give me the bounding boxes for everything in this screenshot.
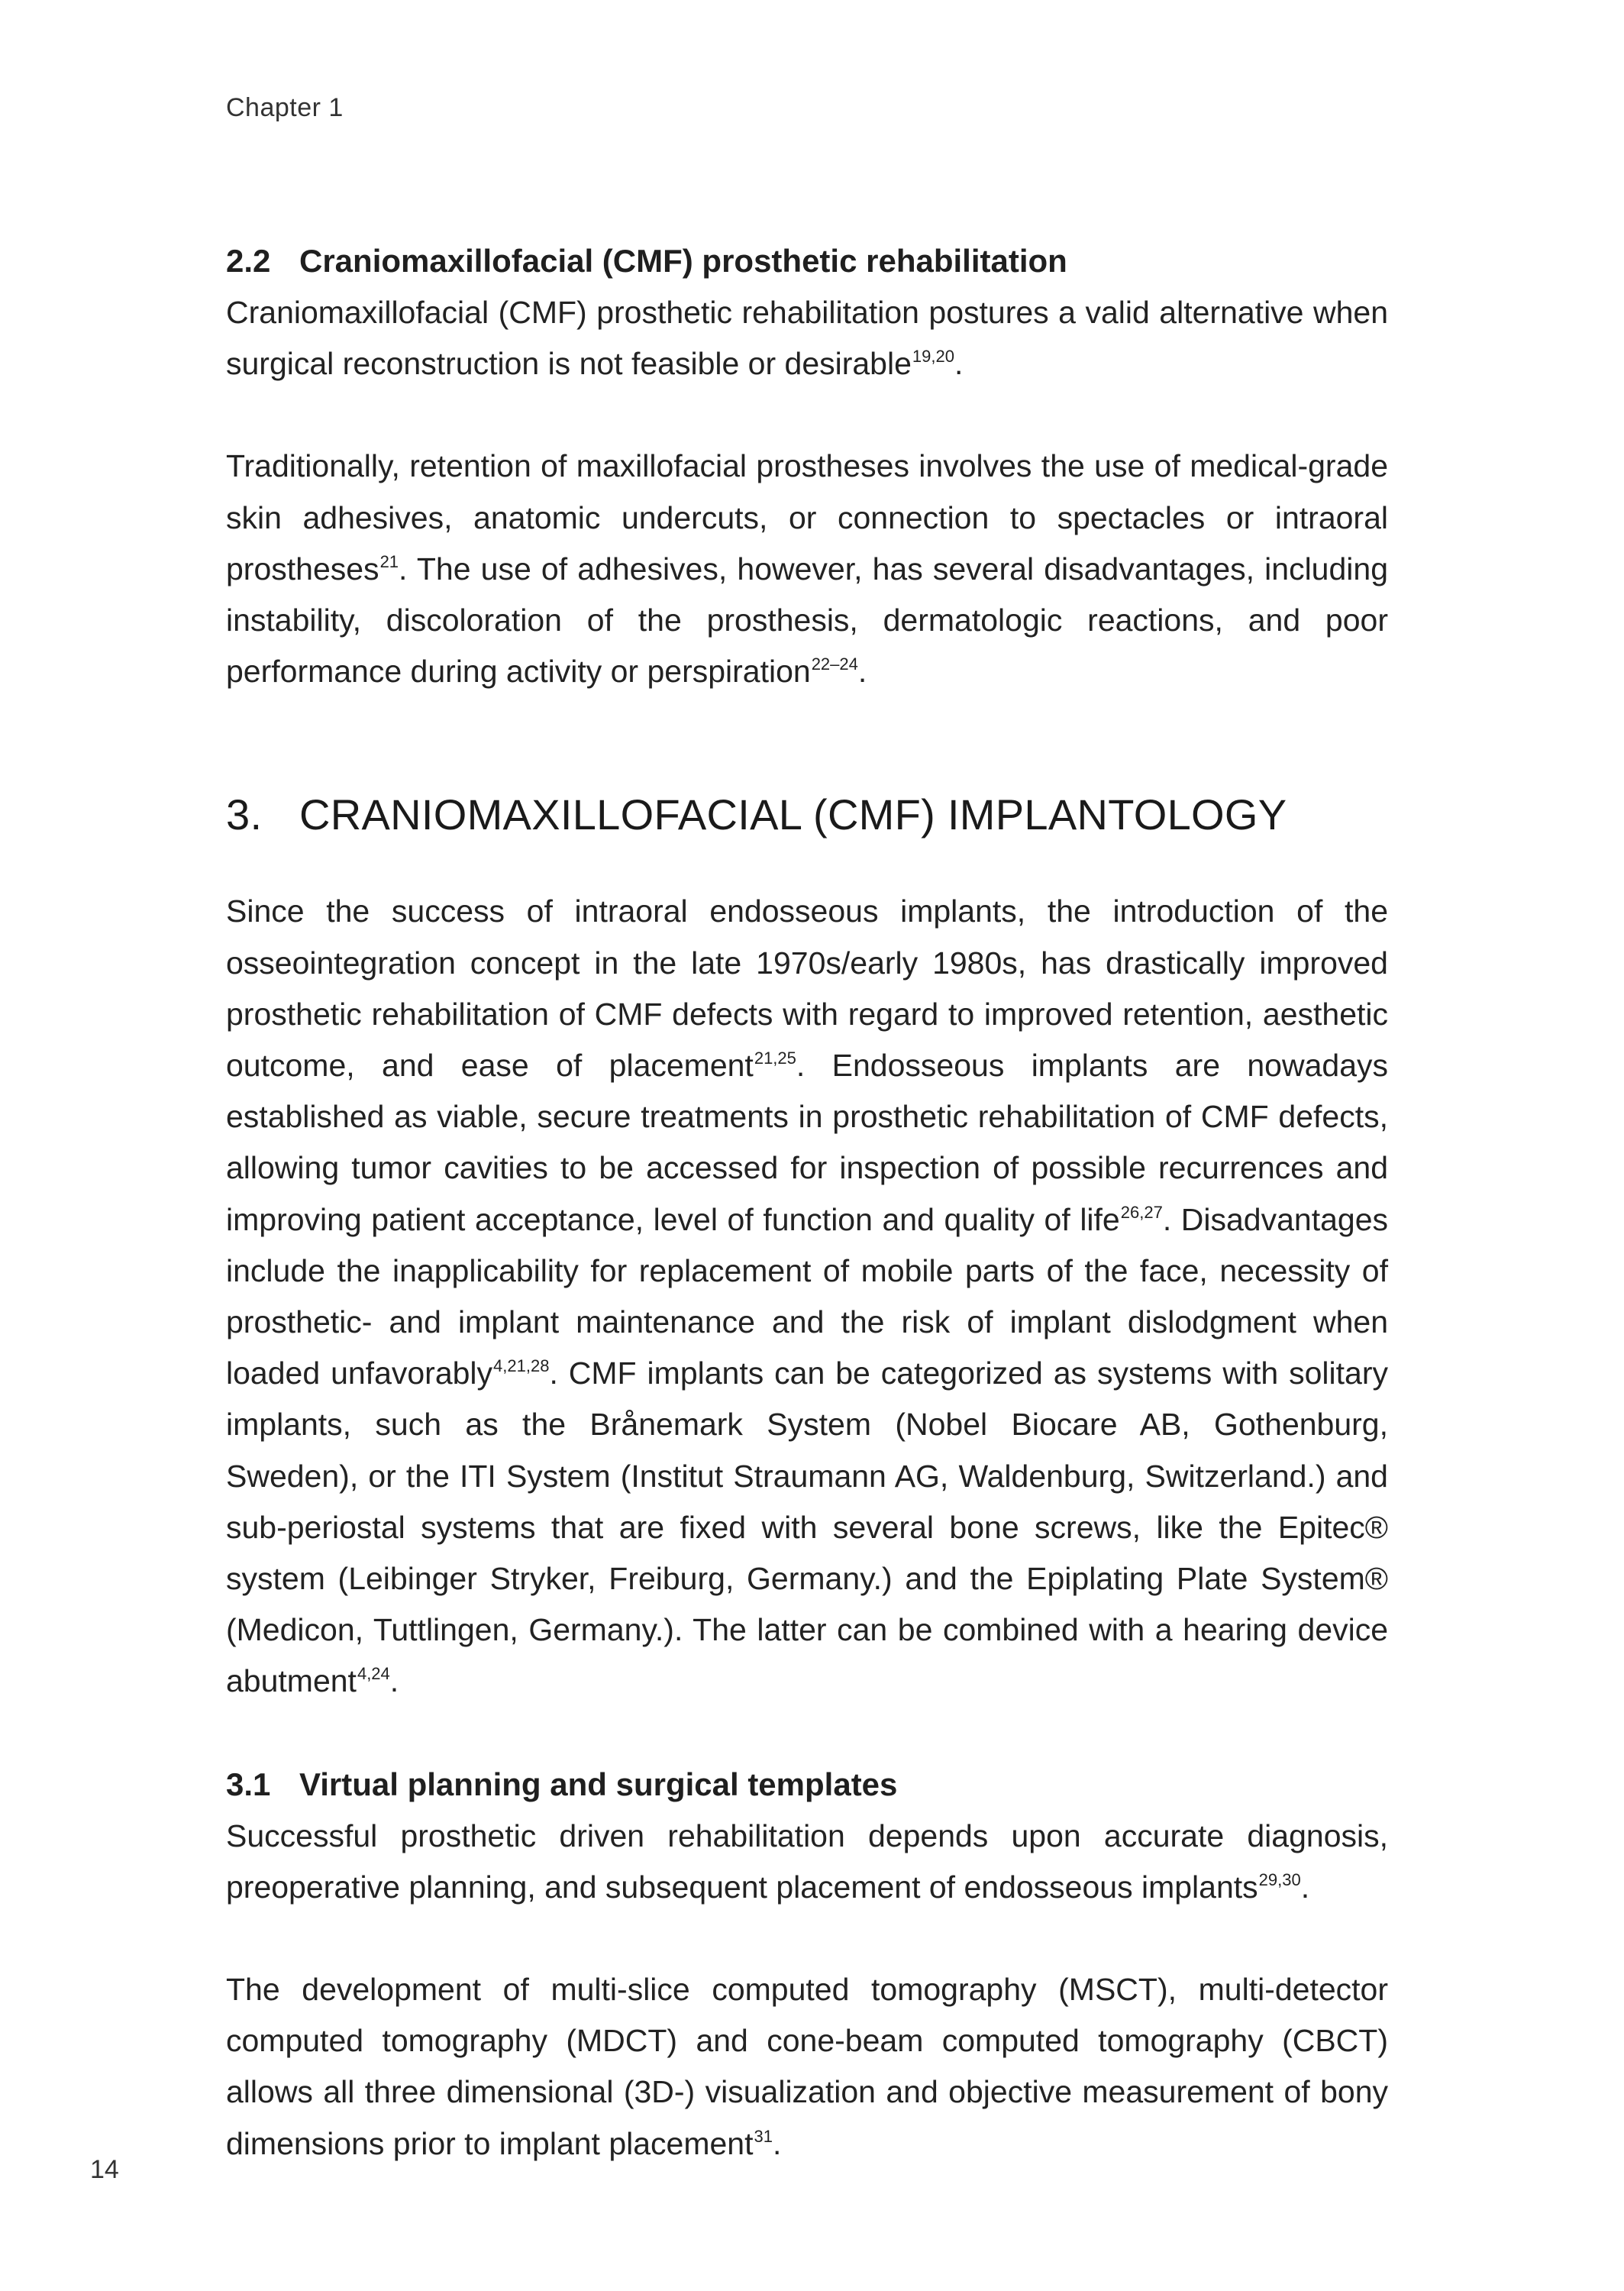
paragraph [226,441,1388,697]
page-number: 14 [90,2155,119,2184]
subsection-heading-3-1 [226,1759,1388,1811]
subsection-heading-2-2 [226,235,1388,287]
citation-ref: 4,21,28 [493,1356,550,1376]
section-gap [226,845,1388,886]
subsection-number: 2.2 [226,243,271,279]
paragraph-text: . [954,346,964,382]
subsection-title: Craniomaxillofacial (CMF) prosthetic rehabilitation [299,243,1067,279]
paragraph-gap [226,1708,1388,1759]
citation-ref: 4,24 [357,1664,390,1684]
citation-ref: 31 [754,2126,773,2146]
paragraph-text: . The use of adhesives, however, has several disadvantages, including instability, discoloration of the prosthesis, dermatologic reactions, and poor performance during activity or perspiration [226,551,1388,690]
citation-ref: 29,30 [1258,1869,1301,1889]
paragraph-text: . Endosseous implants are nowadays established as viable, secure treatments in prosthetic rehabilitation of CMF defects, allowing tumor cavities to be accessed for inspection of possible recurrences and improving patient acceptance, level of function and quality of life [226,1048,1388,1237]
paragraph [226,886,1388,1707]
subsection-number: 3.1 [226,1766,271,1802]
paragraph-text: The development of multi-slice computed tomography (MSCT), multi-detector computed tomography (MDCT) and cone-beam computed tomography (CBCT) allows all three dimensional (3D-) visualization and objective measurement of bony dimensions prior to implant placement [226,1972,1388,2161]
section-title: CRANIOMAXILLOFACIAL (CMF) IMPLANTOLOGY [299,790,1287,839]
paragraph-text: Craniomaxillofacial (CMF) prosthetic rehabilitation postures a valid alternative when surgical reconstruction is not feasible or desirable [226,295,1388,382]
citation-ref: 19,20 [912,347,954,367]
page-content [226,235,1388,2170]
section-number: 3. [226,790,263,839]
paragraph-text: . [857,654,867,690]
paragraph [226,1964,1388,2170]
section-gap [226,697,1388,784]
paragraph [226,1811,1388,1913]
citation-ref: 26,27 [1120,1202,1163,1222]
paragraph-text: Traditionally, retention of maxillofacial prostheses involves the use of medical-grade skin adhesives, anatomic undercuts, or connection to spectacles or intraoral prostheses [226,448,1388,586]
paragraph-text: Successful prosthetic driven rehabilitation depends upon accurate diagnosis, preoperative planning, and subsequent placement of endosseous implants [226,1818,1388,1905]
section-heading-3 [226,784,1388,845]
paragraph-text: . [389,1663,399,1699]
subsection-title: Virtual planning and surgical templates [299,1766,898,1802]
paragraph-gap [226,1913,1388,1964]
paragraph [226,287,1388,389]
paragraph-text: . CMF implants can be categorized as systems with solitary implants, such as the Brånemark System (Nobel Biocare AB, Gothenburg, Sweden), or the ITI System (Institut Straumann AG, Waldenburg, Switzerland.) and sub-periostal systems that are fixed with several bone screws, like the Epitec® system (Leibinger Stryker, Freiburg, Germany.) and the Epiplating Plate System® (Medicon, Tuttlingen, Germany.). The latter can be combined with a hearing device abutment [226,1356,1388,1699]
paragraph-text: . [1300,1869,1310,1905]
citation-ref: 22–24 [811,654,858,674]
paragraph-gap [226,389,1388,441]
paragraph-text: . [772,2125,782,2161]
running-header: Chapter 1 [226,93,344,122]
citation-ref: 21,25 [754,1049,796,1068]
citation-ref: 21 [379,551,399,571]
paragraph-text: Since the success of intraoral endosseous implants, the introduction of the osseointegration concept in the late 1970s/early 1980s, has drastically improved prosthetic rehabilitation of CMF defects with regard to improved retention, aesthetic outcome, and ease of placement [226,893,1388,1084]
paragraph-text: . Disadvantages include the inapplicability for replacement of mobile parts of the face, necessity of prosthetic- and implant maintenance and the risk of implant dislodgment when loaded unfavorably [226,1201,1389,1391]
